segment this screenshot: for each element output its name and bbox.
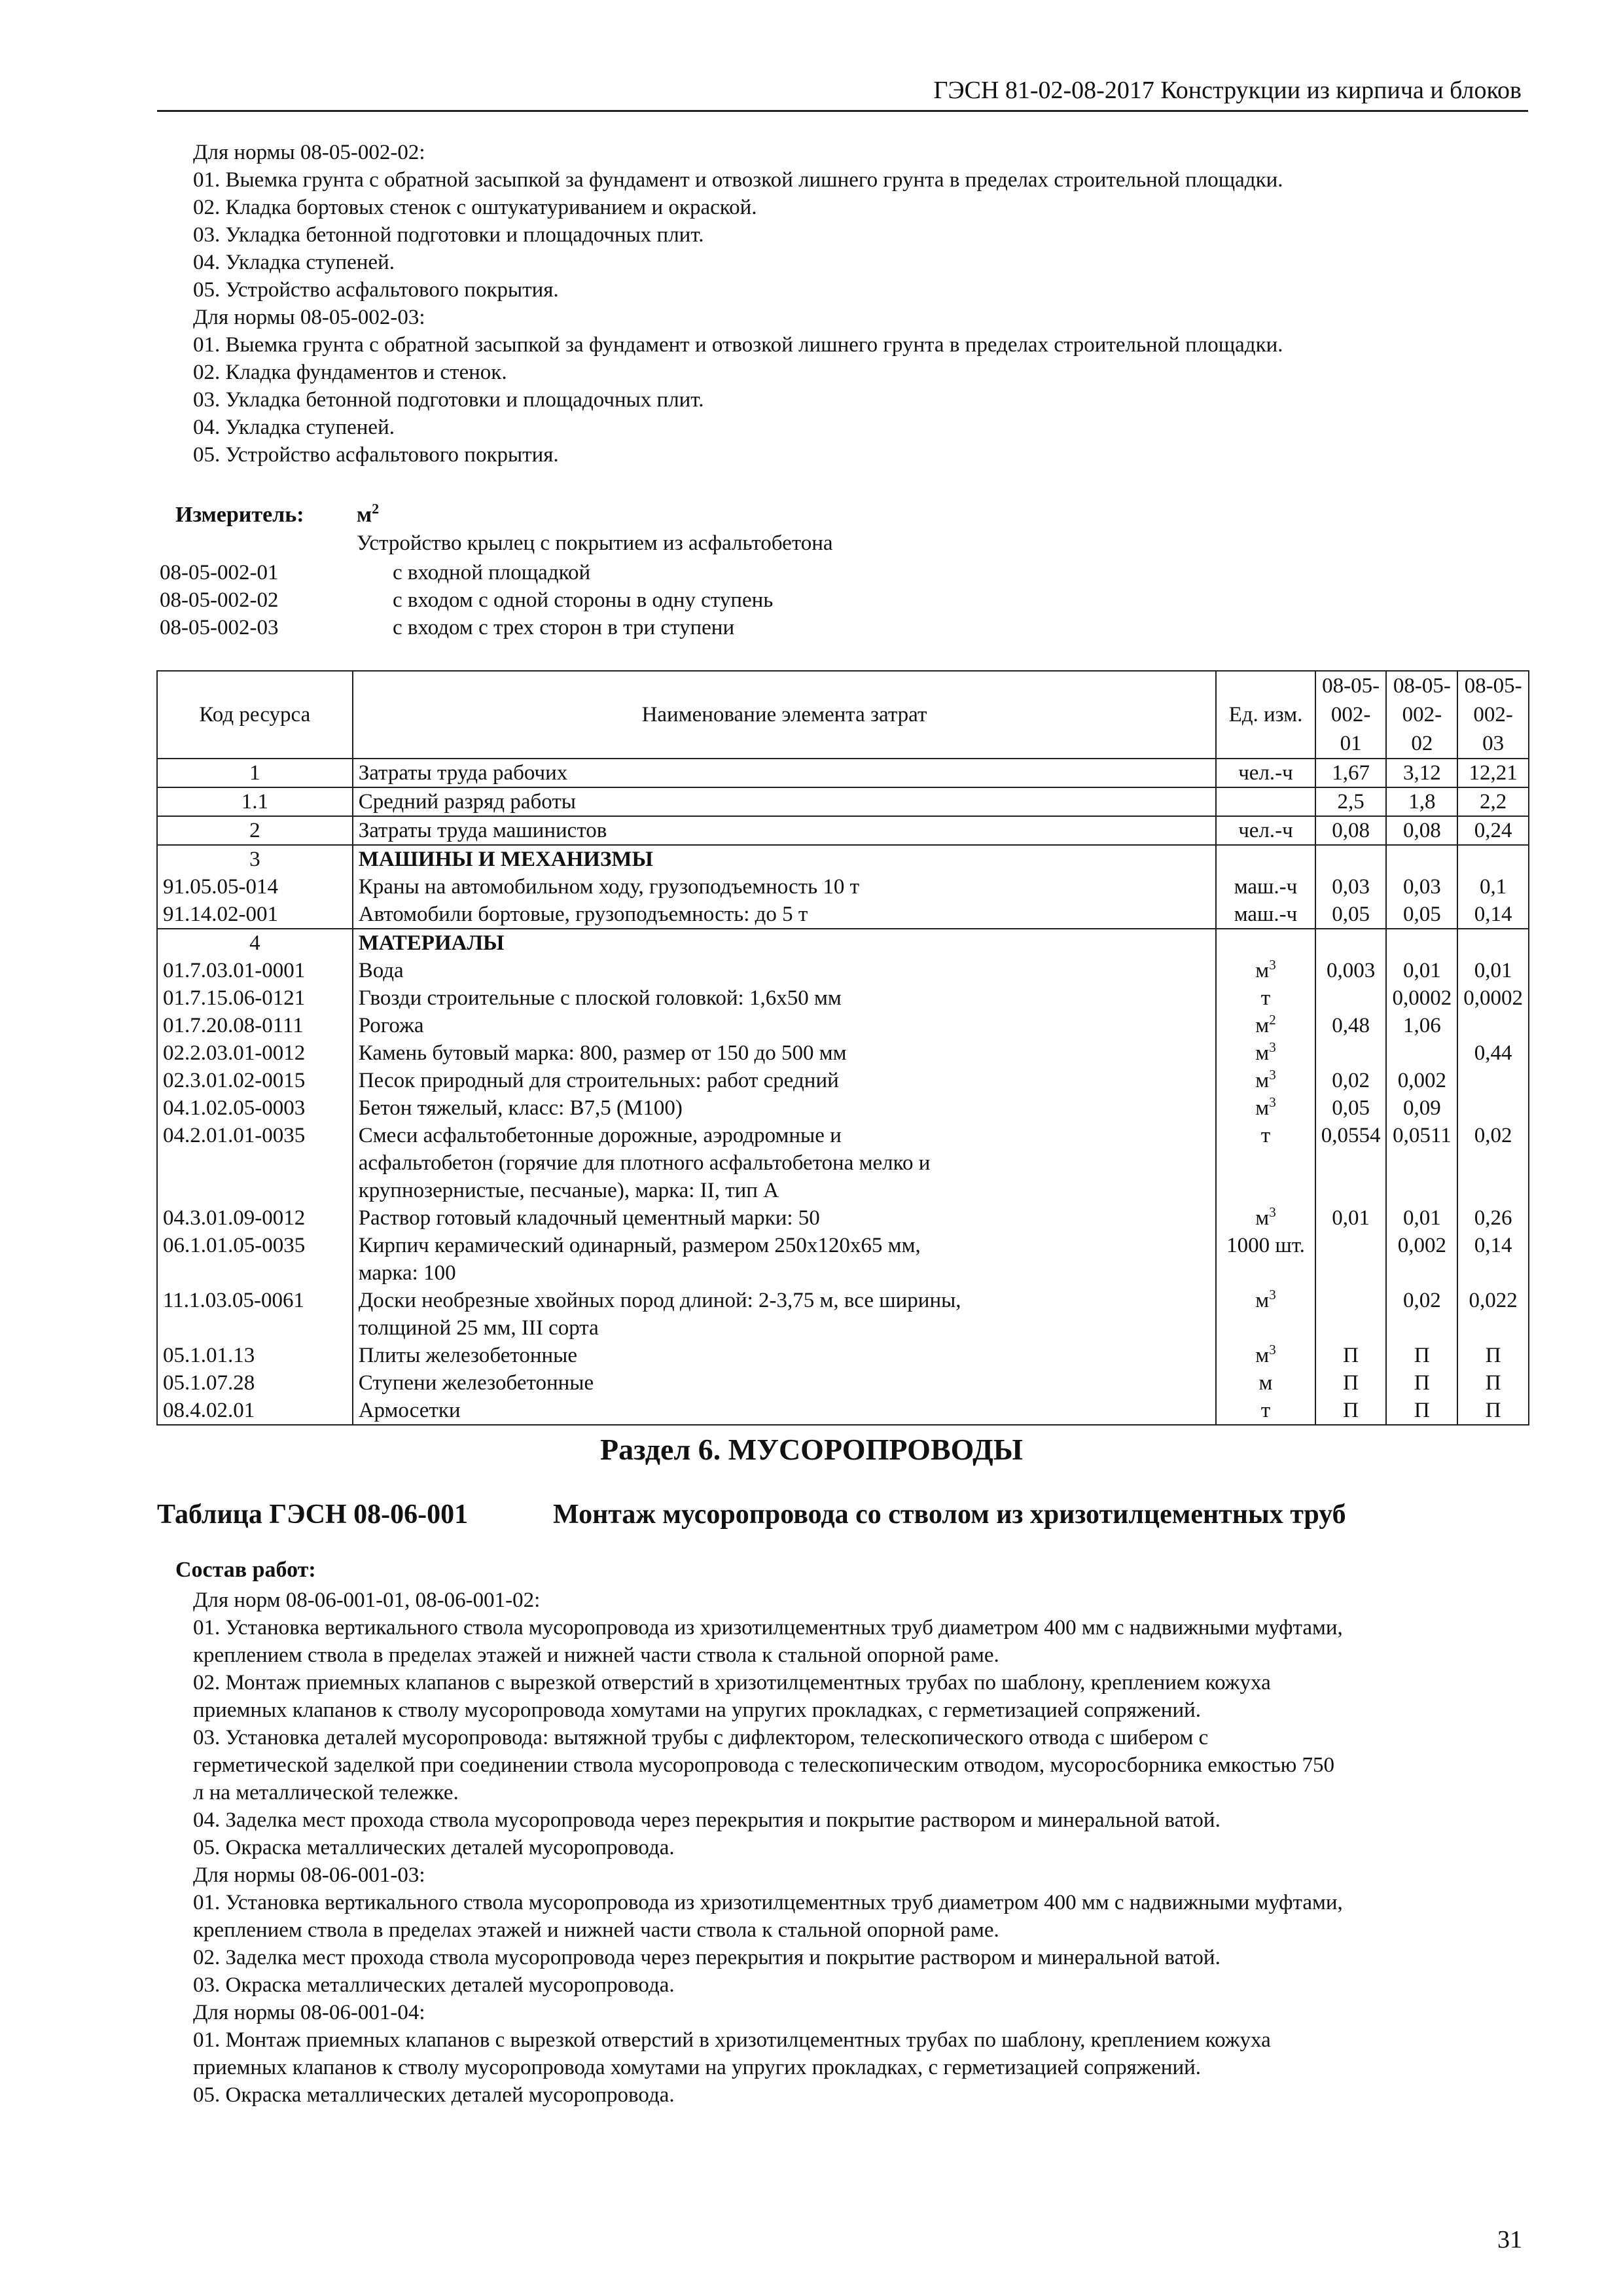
cell-name: Средний разряд работы (353, 787, 1217, 816)
cell-value (1457, 1067, 1529, 1094)
col-header-code: Код ресурса (157, 671, 353, 759)
table-row (157, 929, 1529, 957)
cell-unit (1216, 845, 1315, 873)
table-row (157, 816, 1529, 845)
cell-name: Армосетки (353, 1397, 1217, 1425)
table-row (157, 901, 1529, 929)
cell-value: 0,01 (1457, 957, 1529, 984)
table-title: Монтаж мусоропровода со стволом из хризотилцементных труб (553, 1499, 1346, 1530)
cell-code: 4 (157, 929, 353, 957)
cell-name: Плиты железобетонные (353, 1342, 1217, 1369)
cell-name (353, 1287, 1217, 1342)
cell-value: П (1315, 1397, 1387, 1425)
cell-name-line: Кирпич керамический одинарный, размером 250х120х65 мм, (358, 1234, 921, 1257)
cell-code: 11.1.03.05-0061 (157, 1287, 353, 1342)
cell-code: 01.7.15.06-0121 (157, 984, 353, 1012)
table-row (157, 1204, 1529, 1232)
cell-name: МАТЕРИАЛЫ (353, 929, 1217, 957)
cell-name: Затраты труда рабочих (353, 759, 1217, 787)
cell-unit: 1000 шт. (1216, 1232, 1315, 1287)
composition-line: 05. Окраска металлических деталей мусоропровода. (193, 1836, 675, 1859)
table-row (157, 1067, 1529, 1094)
table-header-row (157, 671, 1529, 759)
cell-value: 0,002 (1386, 1067, 1457, 1094)
table-row (157, 984, 1529, 1012)
cell-value: 0,09 (1386, 1094, 1457, 1122)
cell-code: 05.1.01.13 (157, 1342, 353, 1369)
cell-name (353, 1122, 1217, 1204)
cell-unit: $м^3$ (1216, 1067, 1315, 1094)
composition-line: Для нормы 08-06-001-04: (193, 2001, 425, 2024)
composition-line: 01. Установка вертикального ствола мусоропровода из хризотилцементных труб диаметром 400 мм с надвижными муфтами, (193, 1891, 1343, 1914)
cell-code: 01.7.03.01-0001 (157, 957, 353, 984)
cell-value: 2,2 (1457, 787, 1529, 816)
cell-unit: $м^2$ (1216, 1012, 1315, 1039)
cell-name: Гвозди строительные с плоской головкой: 1,6х50 мм (353, 984, 1217, 1012)
composition-line: приемных клапанов к стволу мусоропровода хомутами на упругих прокладках, с герметизацией сопряжений. (193, 1698, 1202, 1722)
table-row (157, 1287, 1529, 1342)
resource-table (156, 670, 1529, 1426)
cell-value: 0,02 (1386, 1287, 1457, 1342)
cell-code: 04.3.01.09-0012 (157, 1204, 353, 1232)
composition-line: 02. Заделка мест прохода ствола мусоропровода через перекрытия и покрытие раствором и минеральной ватой. (193, 1946, 1221, 1969)
table-row (157, 787, 1529, 816)
cell-name: Песок природный для строительных: работ средний (353, 1067, 1217, 1094)
cell-unit: $м^3$ (1216, 1204, 1315, 1232)
table-row (157, 1094, 1529, 1122)
cell-name: Бетон тяжелый, класс: В7,5 (М100) (353, 1094, 1217, 1122)
measure-label: Измеритель: (175, 503, 304, 527)
cell-value: П (1457, 1397, 1529, 1425)
table-row (157, 845, 1529, 873)
table-row (157, 1012, 1529, 1039)
cell-name: Автомобили бортовые, грузоподъемность: до 5 т (353, 901, 1217, 929)
intro-line: 03. Укладка бетонной подготовки и площадочных плит. (193, 223, 704, 247)
cell-code: 04.2.01.01-0035 (157, 1122, 353, 1204)
table-row (157, 1369, 1529, 1397)
cell-code: 02.2.03.01-0012 (157, 1039, 353, 1067)
cell-unit: маш.-ч (1216, 901, 1315, 929)
composition-line: 03. Окраска металлических деталей мусоропровода. (193, 1973, 675, 1997)
table-row (157, 1039, 1529, 1067)
cell-name: Вода (353, 957, 1217, 984)
cell-value (1315, 1232, 1387, 1287)
cell-value: 0,002 (1386, 1232, 1457, 1287)
cell-value: 0,14 (1457, 1232, 1529, 1287)
cell-value (1386, 845, 1457, 873)
table-row (157, 1122, 1529, 1204)
cell-value: П (1315, 1369, 1387, 1397)
composition-line: 05. Окраска металлических деталей мусоропровода. (193, 2083, 675, 2107)
cell-value (1315, 1039, 1387, 1067)
table-row (157, 759, 1529, 787)
norm-description: с входной площадкой (393, 561, 591, 584)
cell-name-line: крупнозернистые, песчаные), марка: II, тип А (358, 1179, 779, 1202)
measure-title: Устройство крылец с покрытием из асфальтобетона (357, 531, 833, 555)
cell-name-line: Смеси асфальтобетонные дорожные, аэродромные и (358, 1124, 842, 1147)
cell-code: 08.4.02.01 (157, 1397, 353, 1425)
composition-line: 03. Установка деталей мусоропровода: вытяжной трубы с дифлектором, телескопического отвода с шибером с (193, 1726, 1209, 1749)
col-header-norm-03: 08-05-002-03 (1457, 671, 1529, 759)
intro-line: 01. Выемка грунта с обратной засыпкой за фундамент и отвозкой лишнего грунта в пределах строительной площадки. (193, 168, 1283, 192)
cell-name: Затраты труда машинистов (353, 816, 1217, 845)
cell-unit: т (1216, 1397, 1315, 1425)
cell-code: 1 (157, 759, 353, 787)
norm-description: с входом с трех сторон в три ступени (393, 616, 735, 639)
composition-line: приемных клапанов к стволу мусоропровода хомутами на упругих прокладках, с герметизацией сопряжений. (193, 2056, 1202, 2079)
cell-value: 2,5 (1315, 787, 1387, 816)
cell-name-line: Доски необрезные хвойных пород длиной: 2-3,75 м, все ширины, (358, 1289, 961, 1312)
cell-name: Рогожа (353, 1012, 1217, 1039)
cell-code: 05.1.07.28 (157, 1369, 353, 1397)
table-row (157, 957, 1529, 984)
cell-name: Ступени железобетонные (353, 1369, 1217, 1397)
cell-value: 0,03 (1386, 873, 1457, 901)
cell-code: 91.05.05-014 (157, 873, 353, 901)
table-row (157, 873, 1529, 901)
cell-value: П (1457, 1369, 1529, 1397)
cell-unit: маш.-ч (1216, 873, 1315, 901)
cell-value (1386, 1039, 1457, 1067)
cell-code: 2 (157, 816, 353, 845)
cell-value: 0,0002 (1457, 984, 1529, 1012)
cell-name-line: асфальтобетон (горячие для плотного асфальтобетона мелко и (358, 1151, 931, 1175)
norm-code: 08-05-002-02 (160, 588, 279, 612)
cell-value: 0,0002 (1386, 984, 1457, 1012)
cell-code: 1.1 (157, 787, 353, 816)
cell-code: 06.1.01.05-0035 (157, 1232, 353, 1287)
composition-line: 01. Монтаж приемных клапанов с вырезкой отверстий в хризотилцементных трубах по шаблону, креплением кожуха (193, 2028, 1271, 2052)
table-row (157, 1397, 1529, 1425)
cell-value: 0,08 (1386, 816, 1457, 845)
cell-value: 0,1 (1457, 873, 1529, 901)
page-number: 31 (1497, 2226, 1522, 2253)
cell-value: 0,01 (1386, 957, 1457, 984)
cell-value (1315, 1287, 1387, 1342)
cell-value: 0,44 (1457, 1039, 1529, 1067)
cell-value (1315, 984, 1387, 1012)
cell-value: 0,01 (1386, 1204, 1457, 1232)
table-label: Таблица ГЭСН 08-06-001 (157, 1499, 469, 1530)
cell-value: 0,48 (1315, 1012, 1387, 1039)
cell-code: 02.3.01.02-0015 (157, 1067, 353, 1094)
cell-value: 0,26 (1457, 1204, 1529, 1232)
measure-unit: $м^2$ (357, 500, 380, 527)
cell-value (1457, 929, 1529, 957)
cell-value: П (1386, 1369, 1457, 1397)
table-row (157, 1342, 1529, 1369)
intro-line: 03. Укладка бетонной подготовки и площадочных плит. (193, 388, 704, 412)
cell-value: 0,0554 (1315, 1122, 1387, 1204)
cell-value: П (1386, 1397, 1457, 1425)
cell-value: 0,003 (1315, 957, 1387, 984)
intro-line: 05. Устройство асфальтового покрытия. (193, 443, 559, 467)
cell-value: 0,05 (1315, 901, 1387, 929)
cell-value: 0,08 (1315, 816, 1387, 845)
cell-name: Раствор готовый кладочный цементный марки: 50 (353, 1204, 1217, 1232)
cell-value: 1,8 (1386, 787, 1457, 816)
composition-line: 01. Установка вертикального ствола мусоропровода из хризотилцементных труб диаметром 400 мм с надвижными муфтами, (193, 1616, 1343, 1640)
cell-name-line: марка: 100 (358, 1261, 456, 1285)
cell-value: П (1386, 1342, 1457, 1369)
cell-value (1457, 1094, 1529, 1122)
cell-unit (1216, 929, 1315, 957)
cell-unit: $м^3$ (1216, 957, 1315, 984)
intro-line: 02. Кладка фундаментов и стенок. (193, 361, 507, 384)
cell-value (1457, 1012, 1529, 1039)
cell-name (353, 1232, 1217, 1287)
intro-line: 01. Выемка грунта с обратной засыпкой за фундамент и отвозкой лишнего грунта в пределах строительной площадки. (193, 333, 1283, 357)
cell-code: 3 (157, 845, 353, 873)
col-header-name: Наименование элемента затрат (353, 671, 1217, 759)
cell-code: 04.1.02.05-0003 (157, 1094, 353, 1122)
cell-code: 91.14.02-001 (157, 901, 353, 929)
cell-value (1457, 845, 1529, 873)
cell-unit: $м^3$ (1216, 1094, 1315, 1122)
cell-value: 0,02 (1457, 1122, 1529, 1204)
page-header (157, 73, 1528, 112)
cell-unit: м (1216, 1369, 1315, 1397)
cell-value: 12,21 (1457, 759, 1529, 787)
section-title: Раздел 6. МУСОРОПРОВОДЫ (600, 1433, 1023, 1466)
cell-value (1386, 929, 1457, 957)
composition-line: 04. Заделка мест прохода ствола мусоропровода через перекрытия и покрытие раствором и минеральной ватой. (193, 1808, 1221, 1832)
cell-value: 0,022 (1457, 1287, 1529, 1342)
cell-value: 3,12 (1386, 759, 1457, 787)
col-header-norm-01: 08-05-002-01 (1315, 671, 1387, 759)
composition-line: 02. Монтаж приемных клапанов с вырезкой отверстий в хризотилцементных трубах по шаблону, креплением кожуха (193, 1671, 1271, 1695)
norm-code: 08-05-002-03 (160, 616, 279, 639)
cell-value: 0,02 (1315, 1067, 1387, 1094)
cell-unit: чел.-ч (1216, 759, 1315, 787)
cell-value: 0,01 (1315, 1204, 1387, 1232)
cell-name: Краны на автомобильном ходу, грузоподъемность 10 т (353, 873, 1217, 901)
cell-unit: $м^3$ (1216, 1039, 1315, 1067)
composition-line: Для норм 08-06-001-01, 08-06-001-02: (193, 1588, 541, 1612)
cell-value: 1,06 (1386, 1012, 1457, 1039)
cell-value (1315, 929, 1387, 957)
cell-value: 0,24 (1457, 816, 1529, 845)
cell-value: 0,05 (1315, 1094, 1387, 1122)
composition-line: креплением ствола в пределах этажей и нижней части ствола к стальной опорной раме. (193, 1643, 999, 1667)
cell-value: 1,67 (1315, 759, 1387, 787)
cell-unit: т (1216, 1122, 1315, 1204)
norm-code: 08-05-002-01 (160, 561, 279, 584)
intro-line: 05. Устройство асфальтового покрытия. (193, 278, 559, 302)
cell-code: 01.7.20.08-0111 (157, 1012, 353, 1039)
composition-line: Для нормы 08-06-001-03: (193, 1863, 425, 1887)
composition-line: герметической заделкой при соединении ствола мусоропровода с телескопическим отводом, мусоросборника емкостью 750 (193, 1753, 1335, 1777)
cell-name: Камень бутовый марка: 800, размер от 150 до 500 мм (353, 1039, 1217, 1067)
cell-value: П (1315, 1342, 1387, 1369)
cell-value: 0,03 (1315, 873, 1387, 901)
intro-line: 04. Укладка ступеней. (193, 251, 395, 274)
intro-line: Для нормы 08-05-002-02: (193, 141, 425, 164)
cell-unit: чел.-ч (1216, 816, 1315, 845)
intro-line: Для нормы 08-05-002-03: (193, 306, 425, 329)
cell-value: 0,14 (1457, 901, 1529, 929)
cell-value: П (1457, 1342, 1529, 1369)
cell-value (1315, 845, 1387, 873)
norm-description: с входом с одной стороны в одну ступень (393, 588, 774, 612)
cell-unit: $м^3$ (1216, 1287, 1315, 1342)
cell-unit (1216, 787, 1315, 816)
cell-name: МАШИНЫ И МЕХАНИЗМЫ (353, 845, 1217, 873)
composition-label: Состав работ: (175, 1558, 316, 1582)
intro-line: 02. Кладка бортовых стенок с оштукатуриванием и окраской. (193, 196, 757, 219)
cell-value: 0,05 (1386, 901, 1457, 929)
col-header-norm-02: 08-05-002-02 (1386, 671, 1457, 759)
composition-line: креплением ствола в пределах этажей и нижней части ствола к стальной опорной раме. (193, 1918, 999, 1942)
cell-name-line: толщиной 25 мм, III сорта (358, 1316, 599, 1340)
cell-unit: $м^3$ (1216, 1342, 1315, 1369)
composition-line: л на металлической тележке. (193, 1781, 459, 1804)
cell-unit: т (1216, 984, 1315, 1012)
running-title: ГЭСН 81-02-08-2017 Конструкции из кирпича и блоков (933, 77, 1522, 104)
intro-line: 04. Укладка ступеней. (193, 416, 395, 439)
table-row (157, 1232, 1529, 1287)
cell-value: 0,0511 (1386, 1122, 1457, 1204)
col-header-unit: Ед. изм. (1216, 671, 1315, 759)
